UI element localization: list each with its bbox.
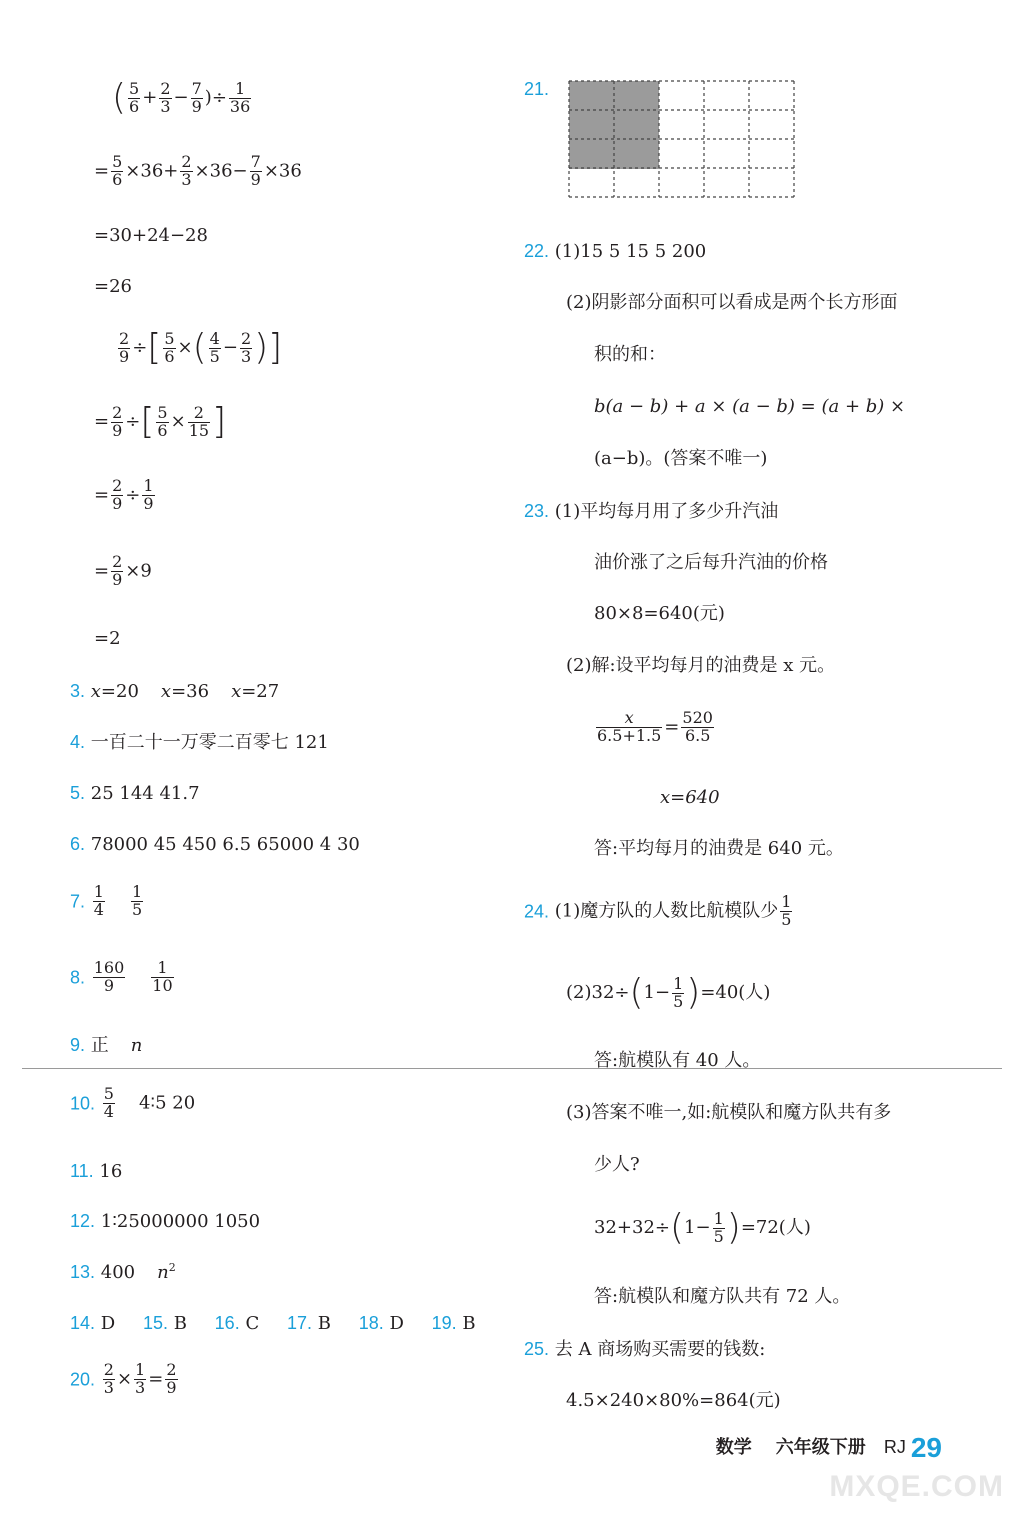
- answer-10: 10. $\frac{5}{4}$ 4∶5 20: [70, 1084, 196, 1121]
- answer-23-1: 23. (1)平均每月用了多少升汽油: [524, 501, 779, 522]
- answer-5: 5. 25 144 41.7: [70, 783, 200, 804]
- calc-line-1: ( $\frac{5}{6}$ + $\frac{2}{3}$ − $\frac{7}{9}$ )÷ $\frac{1}{36}$: [112, 77, 251, 118]
- calc-line-9: =2: [94, 628, 121, 649]
- answer-24-3: (3)答案不唯一,如:航模队和魔方队共有多: [566, 1102, 892, 1123]
- fraction: $\frac{7}{9}$: [191, 78, 202, 116]
- section-divider: [22, 1068, 1002, 1069]
- watermark: MXQE.COM: [829, 1470, 1004, 1503]
- answer-24-3-calc: 32+32÷(1− $\frac{1}{5}$ )=72(人): [594, 1207, 811, 1248]
- answer-8: 8. $\frac{160}{9}$ $\frac{1}{10}$: [70, 958, 173, 995]
- answer-22-1: 22. (1)15 5 15 5 200: [524, 241, 707, 262]
- answer-24-2: (2)32÷(1− $\frac{1}{5}$ )=40(人): [566, 972, 771, 1013]
- answer-25-1: 25. 去 A 商场购买需要的钱数:: [524, 1339, 766, 1360]
- answer-23-equation: $\frac{x}{6.5+1.5}$ = $\frac{520}{6.5}$: [597, 708, 713, 745]
- edition-label: RJ: [883, 1436, 906, 1457]
- calc-line-6: = $\frac{2}{9}$ ÷[ $\frac{5}{6}$ × $\frac{2}{15}$ ]: [94, 401, 227, 442]
- calc-line-5: $\frac{2}{9}$ ÷[ $\frac{5}{6}$ ×( $\frac{4}{5}$ − $\frac{2}{3}$ )]: [119, 327, 283, 368]
- calc-line-2: = $\frac{5}{6}$ ×36+ $\frac{2}{3}$ ×36− $\frac{7}{9}$ ×36: [94, 152, 302, 189]
- answer-20: 20. $\frac{2}{3}$ × $\frac{1}{3}$ = $\frac{2}{9}$: [70, 1360, 177, 1397]
- shaded-grid-figure: [568, 80, 795, 198]
- answer-23-answer: 答:平均每月的油费是 640 元。: [594, 838, 844, 859]
- calc-line-7: = $\frac{2}{9}$ ÷ $\frac{1}{9}$: [94, 476, 154, 513]
- fraction: $\frac{2}{3}$: [160, 78, 171, 116]
- answer-6: 6. 78000 45 450 6.5 65000 4 30: [70, 834, 360, 855]
- fraction: $\frac{1}{36}$: [229, 78, 251, 116]
- answer-24-2-answer: 答:航模队有 40 人。: [594, 1050, 761, 1071]
- answer-23-2: (2)解:设平均每月的油费是 x 元。: [566, 655, 836, 676]
- answer-9: 9. 正 n: [70, 1035, 143, 1056]
- answer-22-2: (2)阴影部分面积可以看成是两个长方形面: [566, 292, 898, 313]
- answer-3: 3. x=20 x=36 x=27: [70, 681, 280, 702]
- answer-12: 12. 1∶25000000 1050: [70, 1211, 261, 1232]
- page-number: 29: [910, 1432, 942, 1463]
- answer-7: 7. $\frac{1}{4}$ $\frac{1}{5}$: [70, 882, 143, 919]
- calc-line-3: =30+24−28: [94, 225, 208, 246]
- calc-line-4: =26: [94, 276, 132, 297]
- answer-11: 11. 16: [70, 1161, 123, 1182]
- answer-24-3b: 少人?: [594, 1154, 640, 1175]
- fraction: $\frac{5}{6}$: [129, 78, 140, 116]
- answer-24-3-answer: 答:航模队和魔方队共有 72 人。: [594, 1286, 851, 1307]
- answer-23-1b: 油价涨了之后每升汽油的价格: [594, 552, 828, 573]
- calc-line-8: = $\frac{2}{9}$ ×9: [94, 552, 152, 589]
- page-footer: [716, 1432, 942, 1464]
- answer-23-1c: 80×8=640(元): [594, 603, 725, 624]
- grade-label: 六年级下册: [775, 1436, 866, 1457]
- answer-14-19: 14. D 15. B 16. C 17. B 18. D 19. B: [70, 1313, 476, 1334]
- subject-label: 数学: [715, 1436, 752, 1457]
- answer-22-formula: b(a − b) + a × (a − b) = (a + b) ×: [594, 396, 906, 417]
- answer-22-2b: 积的和：: [594, 344, 666, 365]
- answer-24-1: 24. (1)魔方队的人数比航模队少 $\frac{1}{5}$: [524, 892, 792, 929]
- answer-25-calc: 4.5×240×80%=864(元): [566, 1390, 781, 1411]
- answer-23-solution: x=640: [660, 787, 720, 808]
- answer-4: 4. 一百二十一万零二百零七 121: [70, 732, 329, 753]
- answer-21-label: 21.: [524, 79, 550, 99]
- answer-22-formula-end: (a−b)。(答案不唯一): [594, 448, 768, 469]
- answer-13: 13. 400 $n^2$: [70, 1261, 176, 1283]
